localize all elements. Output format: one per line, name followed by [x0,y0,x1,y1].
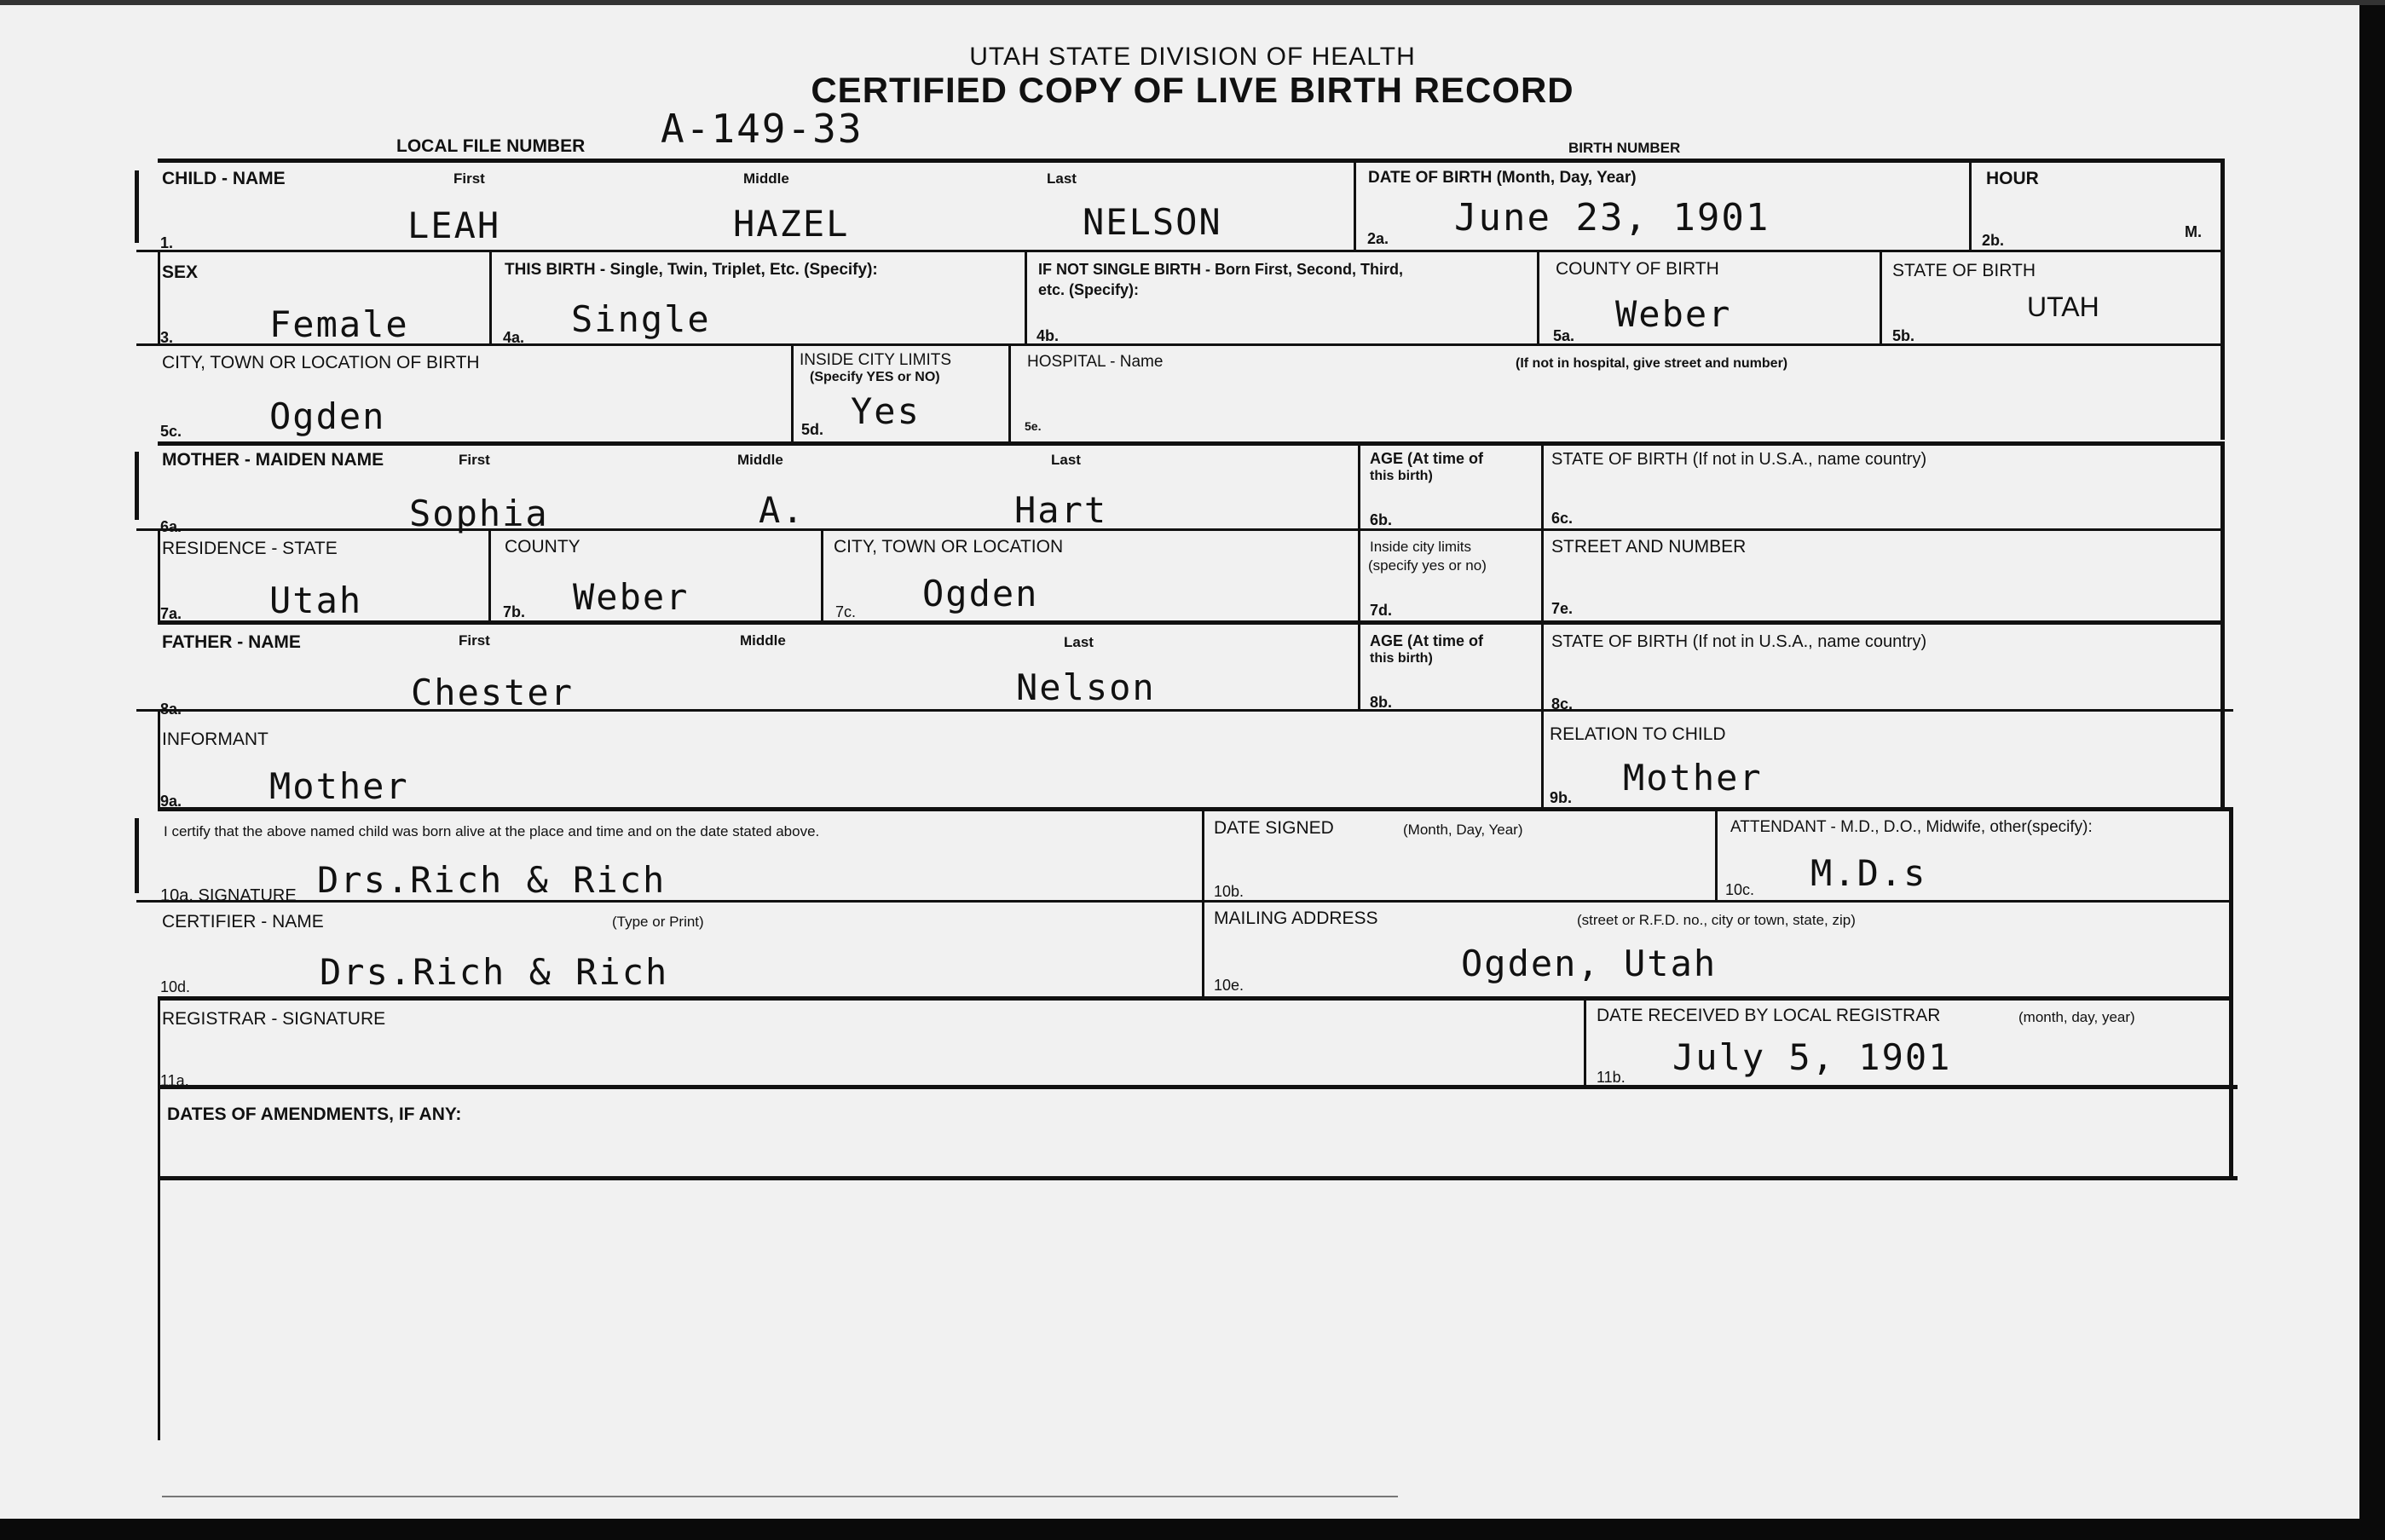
county-of-birth: Weber [1615,293,1732,335]
form-line [136,250,2225,252]
form-line [158,1085,2238,1089]
registrar-label: REGISTRAR - SIGNATURE [162,1009,386,1029]
father-middle-label: Middle [740,632,786,649]
child-middle-name: HAZEL [733,203,850,245]
informant-field-number: 9a. [160,793,182,810]
mother-middle-label: Middle [737,452,783,468]
dob-field-number: 2a. [1367,230,1389,247]
amendments-label: DATES OF AMENDMENTS, IF ANY: [167,1105,462,1124]
state-field-number: 5b. [1892,327,1915,344]
relation-label: RELATION TO CHILD [1550,724,1726,744]
mailing-note: (street or R.F.D. no., city or town, state, zip) [1577,912,1856,928]
father-age-note: this birth) [1370,651,1433,666]
informant-label: INFORMANT [162,730,269,749]
form-border-right [2220,441,2225,808]
res-county-field-number: 7b. [503,603,526,620]
father-state-birth-label: STATE OF BIRTH (If not in U.S.A., name country) [1551,632,1927,651]
hospital-field-number: 5e. [1025,419,1042,433]
attendant-label: ATTENDANT - M.D., D.O., Midwife, other(specify): [1730,818,2093,836]
mother-age-label: AGE (At time of [1370,450,1483,467]
cell-divider [791,344,794,441]
child-middle-label: Middle [743,170,789,187]
street-field-number: 7e. [1551,600,1574,617]
child-field-number: 1. [160,234,174,251]
mailing-field-number: 10e. [1214,977,1244,994]
cell-divider [1715,807,1718,901]
city-of-birth-label: CITY, TOWN OR LOCATION OF BIRTH [162,353,480,372]
hour-label: HOUR [1986,169,2039,188]
signature-label: 10a. SIGNATURE [160,886,297,905]
form-line [158,159,2225,163]
father-first-name: Chester [411,672,575,713]
cell-divider [1354,159,1356,251]
child-first-label: First [453,170,485,187]
form-line [158,441,2225,446]
cell-divider [821,528,823,620]
child-name-label: CHILD - NAME [162,169,286,188]
form-border-left [158,1176,160,1440]
cell-divider [1358,620,1360,709]
date-signed-note: (Month, Day, Year) [1403,822,1523,838]
sex-value: Female [269,303,409,345]
state-of-birth-label: STATE OF BIRTH [1892,261,2036,280]
form-border-left [135,452,139,520]
date-received-note: (month, day, year) [2018,1009,2135,1025]
birth-number-label: BIRTH NUMBER [1568,140,1681,156]
child-last-name: NELSON [1083,201,1222,243]
mother-age-note: this birth) [1370,469,1433,483]
mother-state-field-number: 6c. [1551,510,1574,527]
mother-age-field-number: 6b. [1370,511,1393,528]
mother-middle-initial: A. [759,489,806,531]
hospital-note: (If not in hospital, give street and number) [1516,356,1788,371]
res-city-field-number: 7c. [835,603,857,620]
inside-limits-label: INSIDE CITY LIMITS [800,351,952,369]
relation-field-number: 9b. [1550,789,1573,806]
county-of-birth-label: COUNTY OF BIRTH [1556,259,1719,279]
this-birth-label: THIS BIRTH - Single, Twin, Triplet, Etc. (Specify): [505,261,878,279]
certifier-field-number: 10d. [160,978,191,995]
cell-divider [1025,251,1027,344]
sex-field-number: 3. [160,329,174,346]
certifier-name-note: (Type or Print) [612,914,704,930]
mailing-address: Ogden, Utah [1461,943,1718,984]
father-state-field-number: 8c. [1551,695,1574,712]
residence-state-label: RESIDENCE - STATE [162,539,338,558]
scan-border-right [2359,0,2385,1540]
residence-county: Weber [573,576,690,618]
mother-first-label: First [459,452,490,468]
scan-line [162,1496,1398,1497]
form-border-left [135,818,139,893]
cell-divider [1584,996,1586,1086]
city-of-birth: Ogden [269,395,386,437]
father-last-name: Nelson [1016,666,1156,708]
certify-statement: I certify that the above named child was born alive at the place and time and on the date stated above. [164,823,820,839]
residence-state: Utah [269,580,363,621]
date-received-field-number: 11b. [1597,1069,1626,1086]
form-line [158,1176,2238,1180]
state-of-birth: UTAH [2027,291,2099,322]
informant-value: Mother [269,765,409,807]
this-birth-field-number: 4a. [503,329,525,346]
cell-divider [1541,441,1544,620]
father-field-number: 8a. [160,701,182,718]
form-line [158,807,2233,811]
county-field-number: 5a. [1553,327,1575,344]
scan-border-top [0,0,2385,5]
residence-city: Ogden [922,573,1039,614]
inside-limits-note: (Specify YES or NO) [810,370,940,384]
page-title: CERTIFIED COPY OF LIVE BIRTH RECORD [811,70,1574,110]
res-inside-note: (specify yes or no) [1368,557,1487,574]
certifier-name-label: CERTIFIER - NAME [162,912,324,931]
date-received-label: DATE RECEIVED BY LOCAL REGISTRAR [1597,1006,1941,1025]
inside-city-limits: Yes [851,390,921,432]
dob-label: DATE OF BIRTH (Month, Day, Year) [1368,169,1637,187]
form-border-right [2220,159,2225,440]
res-inside-label: Inside city limits [1370,539,1472,555]
form-border-left [135,170,139,243]
attendant-value: M.D.s [1810,852,1927,894]
residence-city-label: CITY, TOWN OR LOCATION [834,537,1064,557]
date-signed-field-number: 10b. [1214,883,1244,900]
local-file-label: LOCAL FILE NUMBER [396,136,586,156]
inside-field-number: 5d. [801,421,824,438]
relation-to-child: Mother [1623,757,1763,799]
attendant-field-number: 10c. [1725,881,1755,898]
cell-divider [1008,344,1011,441]
mother-state-birth-label: STATE OF BIRTH (If not in U.S.A., name country) [1551,450,1927,469]
date-of-birth: June 23, 1901 [1454,196,1770,239]
not-single-field-number: 4b. [1037,327,1060,344]
registrar-field-number: 11a. [160,1072,189,1089]
mother-last-name: Hart [1014,489,1108,531]
father-last-label: Last [1064,634,1094,650]
res-inside-field-number: 7d. [1370,602,1393,619]
mailing-label: MAILING ADDRESS [1214,908,1378,928]
form-line [158,620,2225,625]
not-single-label: IF NOT SINGLE BIRTH - Born First, Second, Third, [1038,261,1404,278]
street-label: STREET AND NUMBER [1551,537,1747,557]
father-first-label: First [459,632,490,649]
father-name-label: FATHER - NAME [162,632,301,652]
this-birth-value: Single [571,298,711,340]
mother-last-label: Last [1051,452,1081,468]
form-line [158,996,2233,1001]
child-last-label: Last [1047,170,1077,187]
cell-divider [1358,441,1360,620]
local-file-value: A-149-33 [661,106,863,152]
division-title: UTAH STATE DIVISION OF HEALTH [969,43,1416,71]
cell-divider [1969,159,1972,251]
child-first-name: LEAH [407,205,501,246]
signature-value: Drs.Rich & Rich [317,859,667,901]
res-state-field-number: 7a. [160,605,182,622]
certifier-name: Drs.Rich & Rich [320,951,669,993]
father-age-field-number: 8b. [1370,694,1393,711]
date-signed-label: DATE SIGNED [1214,818,1334,838]
mother-field-number: 6a. [160,518,182,535]
cell-divider [1537,251,1539,344]
date-received: July 5, 1901 [1672,1036,1952,1078]
residence-county-label: COUNTY [505,537,580,557]
cell-divider [1541,710,1544,808]
form-border-right [2229,807,2233,1179]
cell-divider [1880,251,1882,344]
cell-divider [488,528,491,620]
mother-first-name: Sophia [409,493,549,534]
mother-name-label: MOTHER - MAIDEN NAME [162,450,384,470]
hour-m-label: M. [2185,223,2202,240]
father-age-label: AGE (At time of [1370,632,1483,649]
hour-field-number: 2b. [1982,232,2005,249]
city-field-number: 5c. [160,423,182,440]
cell-divider [489,251,492,344]
not-single-label-2: etc. (Specify): [1038,281,1140,298]
scan-border-bottom [0,1519,2385,1540]
sex-label: SEX [162,262,199,282]
hospital-label: HOSPITAL - Name [1027,353,1164,371]
cell-divider [1202,807,1204,996]
